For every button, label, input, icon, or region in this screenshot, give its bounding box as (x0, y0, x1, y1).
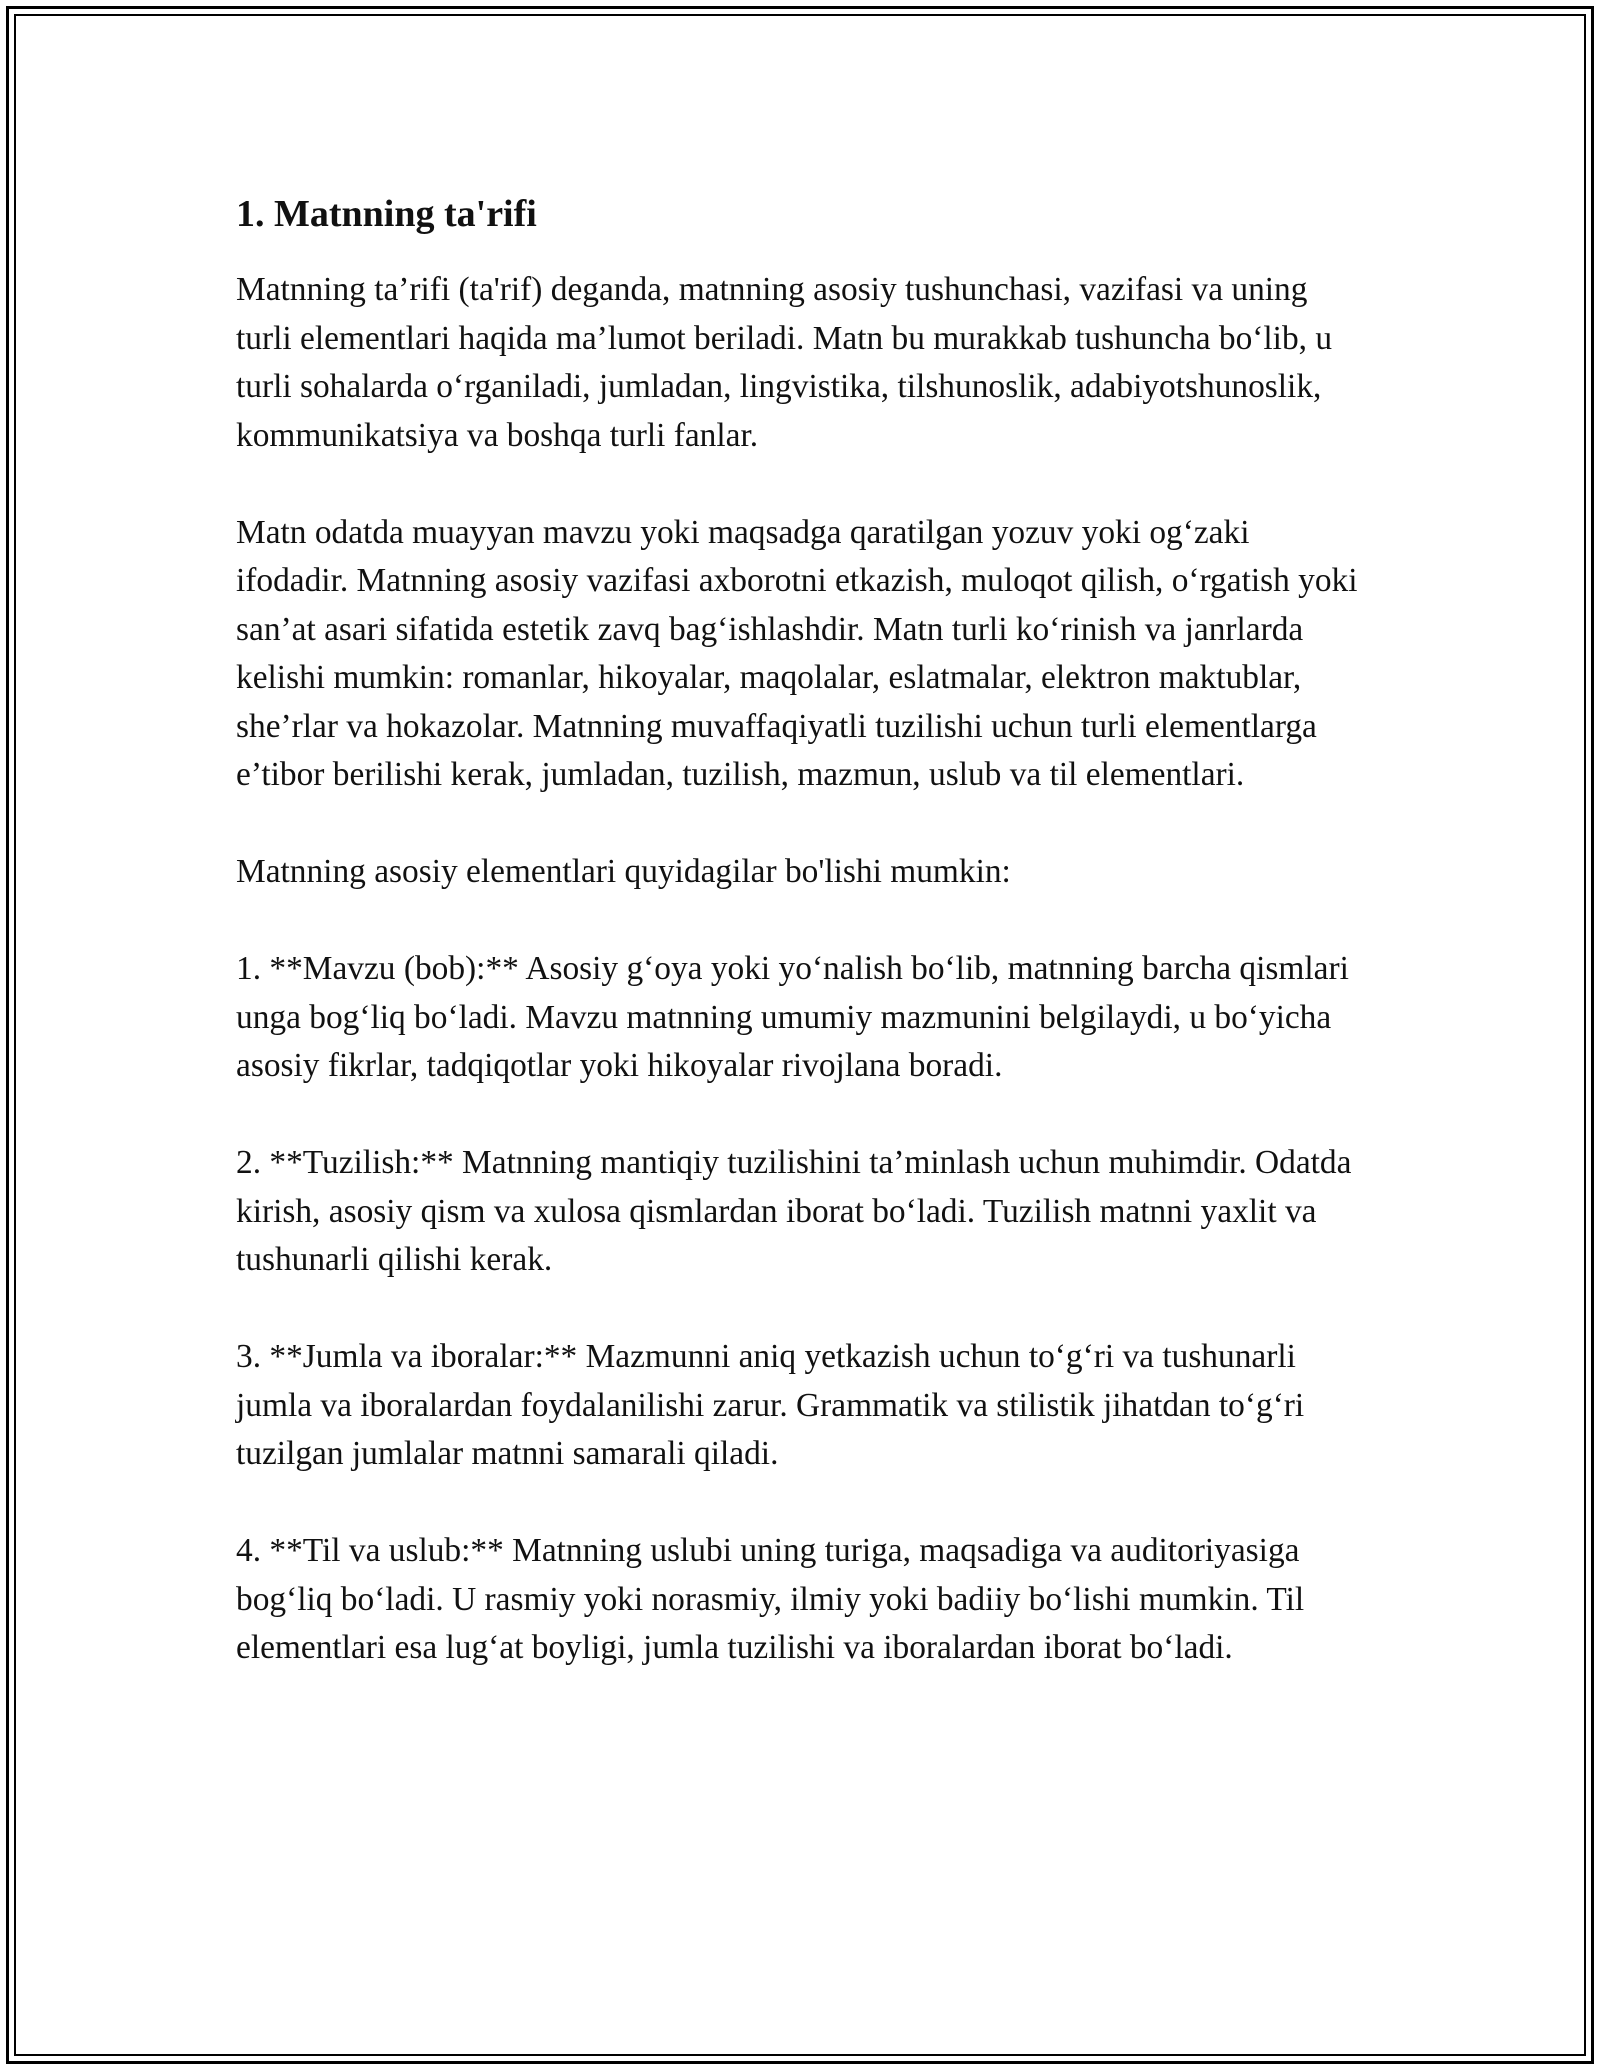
section-title: 1. Matnning ta'rifi (236, 193, 537, 235)
list-item-jumla: 3. **Jumla va iboralar:** Mazmunni aniq yetkazish uchun to‘g‘ri va tushunarli jumla va iboralardan foydalanilishi zarur. Grammatik va stilistik jihatdan to‘g‘ri tuzilgan jumlalar matnni samarali qiladi. (236, 1338, 1305, 1472)
paragraph-definition: Matnning ta’rifi (ta'rif) deganda, matnning asosiy tushunchasi, vazifasi va uning turli elementlari haqida ma’lumot beriladi. Matn bu murakkab tushuncha bo‘lib, u turli sohalarda o‘rganiladi, jumladan, lingvistika, tilshunoslik, adabiyotshunoslik, kommunikatsiya va boshqa turli fanlar. (236, 271, 1333, 454)
document-body (236, 188, 1366, 1721)
list-item-til-uslub: 4. **Til va uslub:** Matnning uslubi uning turiga, maqsadiga va auditoriyasiga bog‘liq bo‘ladi. U rasmiy yoki norasmiy, ilmiy yoki badiiy bo‘lishi mumkin. Til elementlari esa lug‘at boyligi, jumla tuzilishi va iboralardan iborat bo‘ladi. (236, 1532, 1305, 1666)
paragraph-elements-intro: Matnning asosiy elementlari quyidagilar bo'lishi mumkin: (236, 853, 1011, 890)
list-item-tuzilish: 2. **Tuzilish:** Matnning mantiqiy tuzilishini ta’minlash uchun muhimdir. Odatda kirish, asosiy qism va xulosa qismlardan iborat bo‘ladi. Tuzilish matnni yaxlit va tushunarli qilishi kerak. (236, 1144, 1352, 1278)
list-item-mavzu: 1. **Mavzu (bob):** Asosiy g‘oya yoki yo‘nalish bo‘lib, matnning barcha qismlari unga bog‘liq bo‘ladi. Mavzu matnning umumiy mazmunini belgilaydi, u bo‘yicha asosiy fikrlar, tadqiqotlar yoki hikoyalar rivojlana boradi. (236, 950, 1349, 1084)
paragraph-text-purpose: Matn odatda muayyan mavzu yoki maqsadga qaratilgan yozuv yoki og‘zaki ifodadir. Matnning asosiy vazifasi axborotni etkazish, muloqot qilish, o‘rgatish yoki san’at asari sifatida estetik zavq bag‘ishlashdir. Matn turli ko‘rinish va janrlarda kelishi mumkin: romanlar, hikoyalar, maqolalar, eslatmalar, elektron maktublar, she’rlar va hokazolar. Matnning muvaffaqiyatli tuzilishi uchun turli elementlarga e’tibor berilishi kerak, jumladan, tuzilish, mazmun, uslub va til elementlari. (236, 513, 1358, 793)
